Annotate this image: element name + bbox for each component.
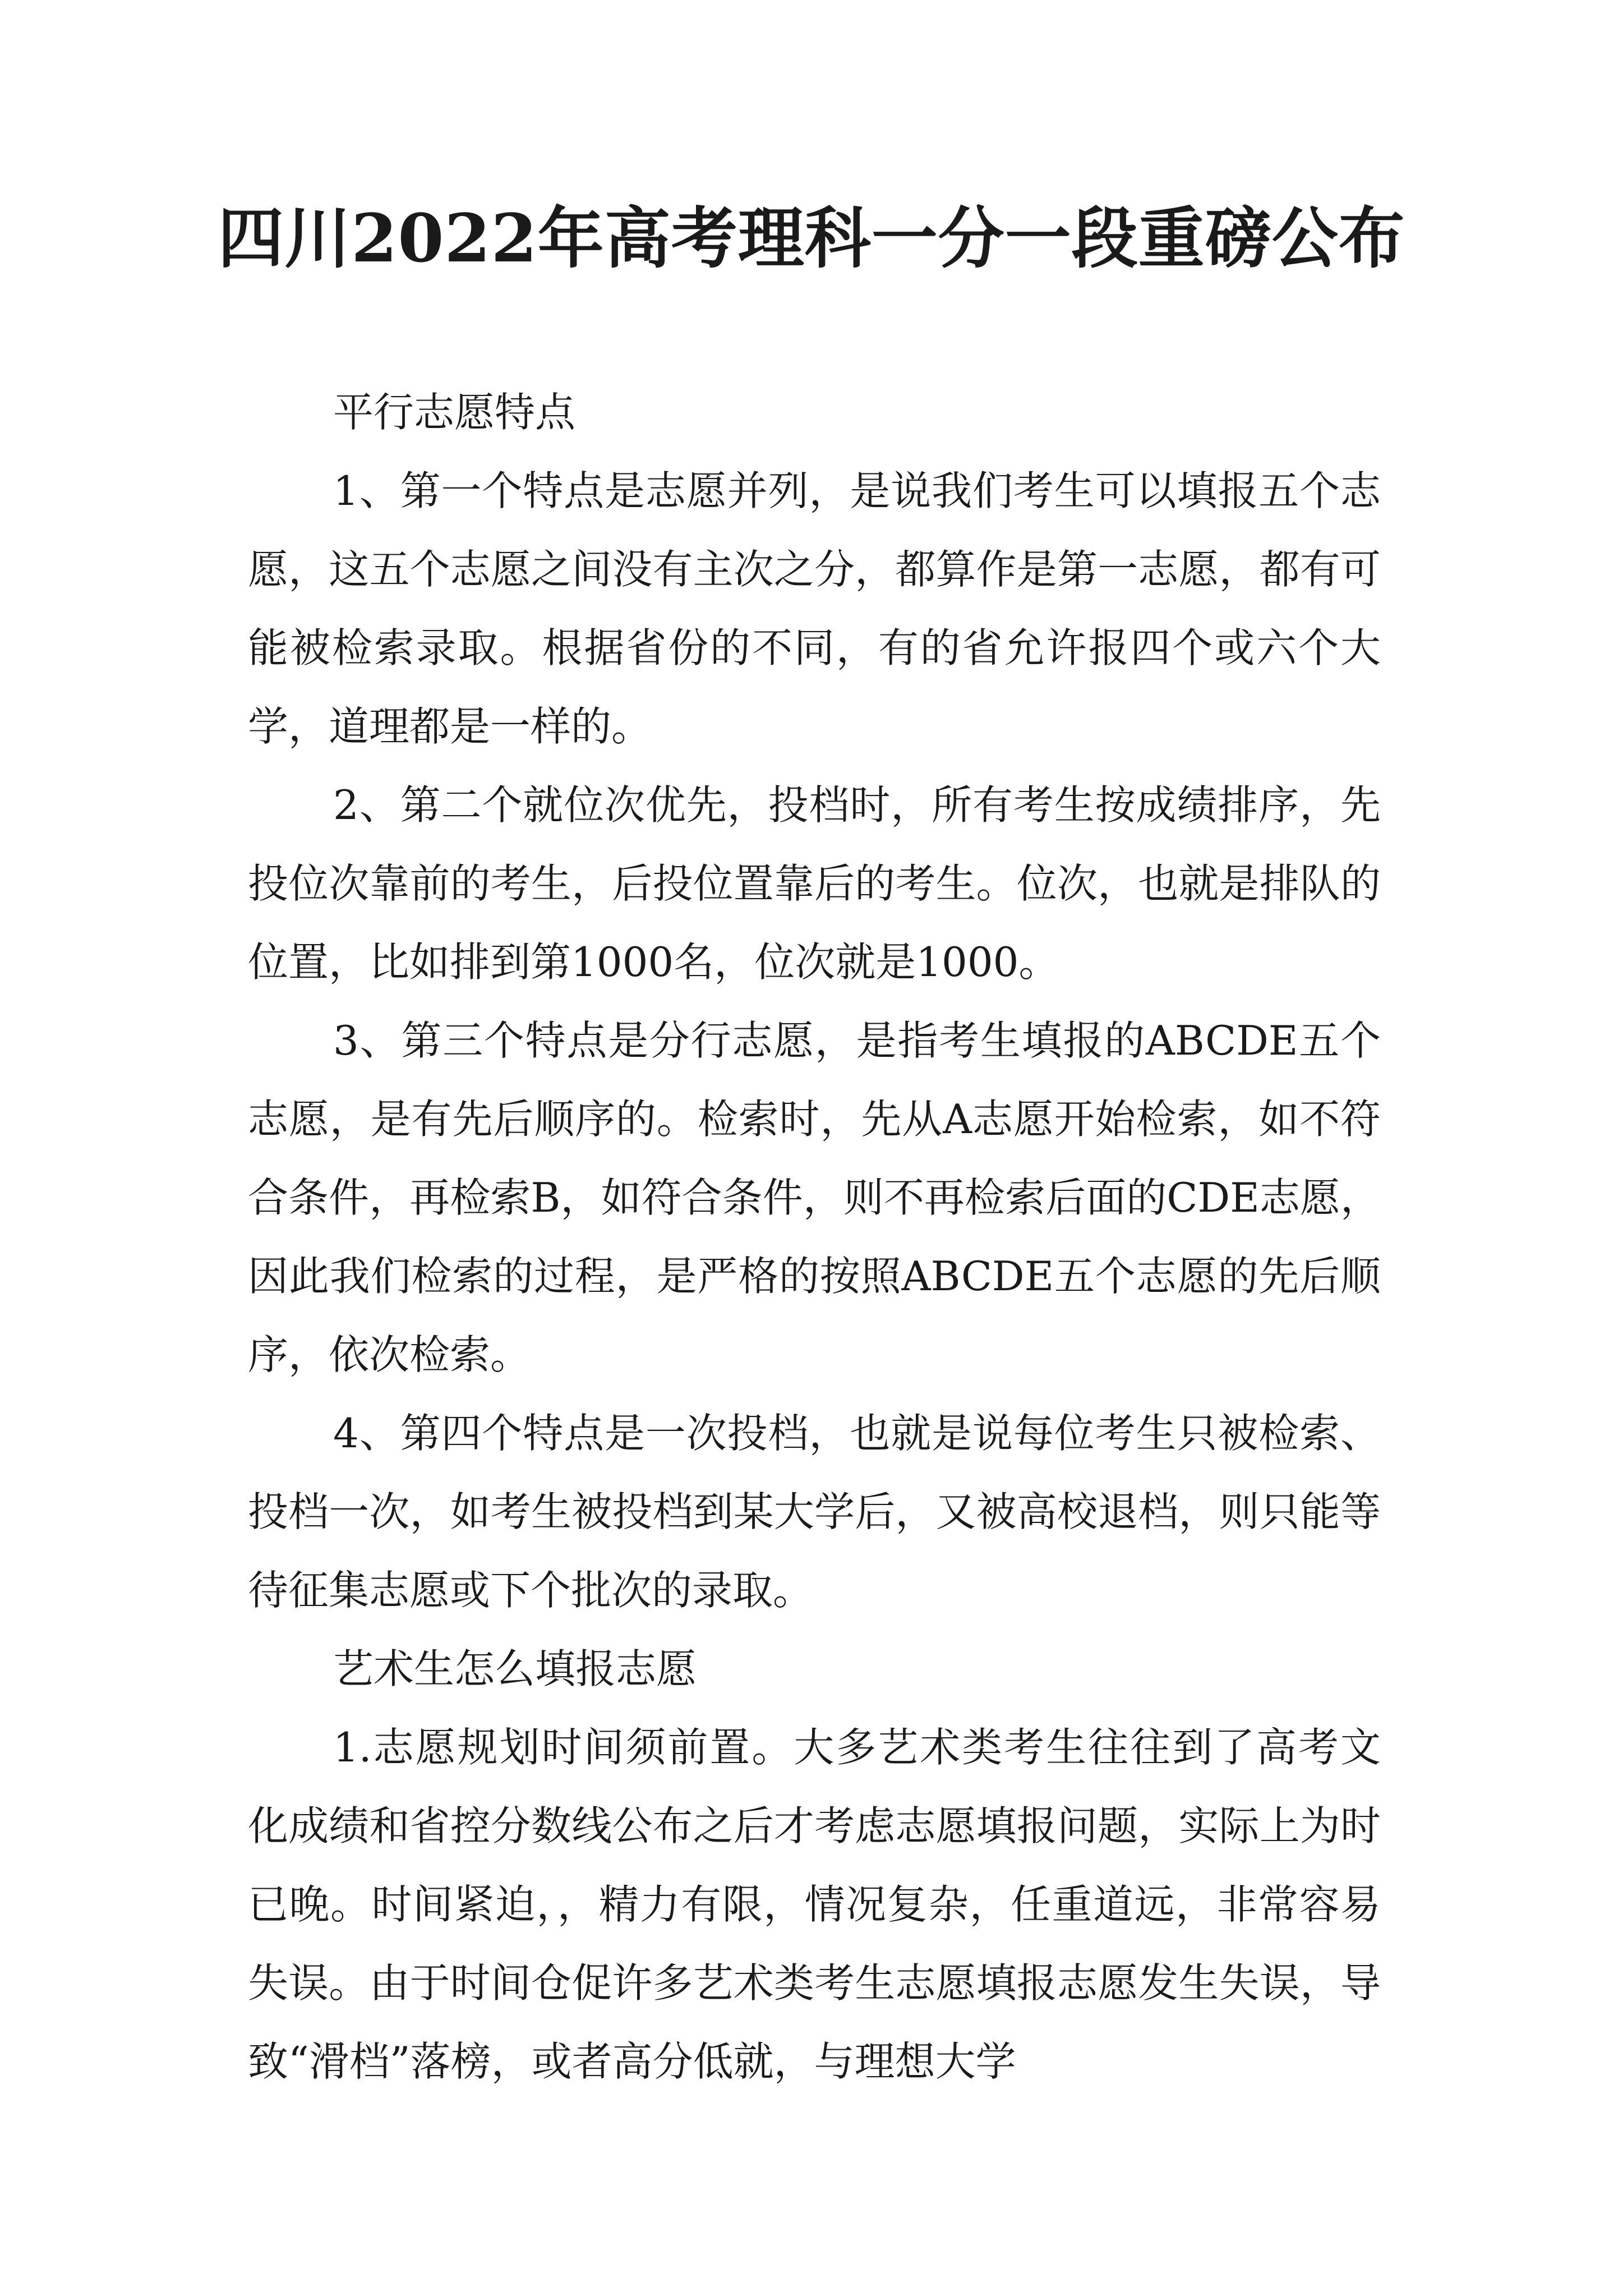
document-title: 四川2022年高考理科一分一段重磅公布 <box>218 199 1405 277</box>
paragraph-feature-2: 2、第二个就位次优先，投档时，所有考生按成绩排序，先投位次靠前的考生，后投位置靠后的考生。位次，也就是排队的位置，比如排到第1000名，位次就是1000。 <box>248 781 1381 986</box>
paragraph-feature-4: 4、第四个特点是一次投档，也就是说每位考生只被检索、投档一次，如考生被投档到某大学后，又被高校退档，则只能等待征集志愿或下个批次的录取。 <box>248 1410 1381 1614</box>
paragraph-feature-3: 3、第三个特点是分行志愿，是指考生填报的ABCDE五个志愿，是有先后顺序的。检索时，先从A志愿开始检索，如不符合条件，再检索B，如符合条件，则不再检索后面的CDE志愿，因此我们检索的过程，是严格的按照ABCDE五个志愿的先后顺序，依次检索。 <box>248 1017 1381 1378</box>
document-body <box>248 373 1381 2101</box>
section-heading-parallel-features: 平行志愿特点 <box>333 389 576 436</box>
paragraph-art-1: 1.志愿规划时间须前置。大多艺术类考生往往到了高考文化成绩和省控分数线公布之后才考虑志愿填报问题，实际上为时已晚。时间紧迫，，精力有限，情况复杂，任重道远，非常容易失误。由于时间仓促许多艺术类考生志愿填报志愿发生失误，导致“滑档”落榜，或者高分低就，与理想大学 <box>248 1724 1381 2085</box>
paragraph-feature-1: 1、第一个特点是志愿并列，是说我们考生可以填报五个志愿，这五个志愿之间没有主次之分，都算作是第一志愿，都有可能被检索录取。根据省份的不同，有的省允许报四个或六个大学，道理都是一样的。 <box>248 467 1381 750</box>
section-heading-art-students: 艺术生怎么填报志愿 <box>333 1645 697 1692</box>
